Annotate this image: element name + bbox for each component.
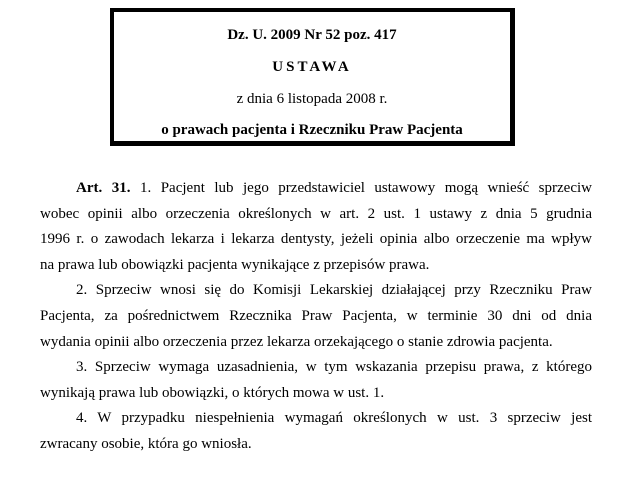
paragraph-line: Pacjenta, za pośrednictwem Rzecznika Praw Pacjenta, w terminie 30 dni od dnia — [40, 307, 592, 324]
paragraph-line: wynikają prawa lub obowiązki, o których mowa w ust. 1. — [40, 384, 385, 401]
act-title: USTAWA — [272, 59, 352, 75]
paragraph-line: na prawa lub obowiązki pacjenta wynikające z przepisów prawa. — [40, 256, 430, 273]
paragraph-3 — [40, 355, 592, 406]
act-subject: o prawach pacjenta i Rzeczniku Praw Pacjenta — [161, 122, 463, 138]
paragraph-line: 1996 r. o zawodach lekarza i lekarza dentysty, jeżeli opinia albo orzeczenie ma wpływ — [40, 231, 592, 248]
act-date: z dnia 6 listopada 2008 r. — [236, 91, 388, 107]
paragraph-line: zwracany osobie, która go wniosła. — [40, 435, 252, 452]
article-label: Art. 31. — [76, 180, 131, 196]
paragraph-line: wobec opinii albo orzeczenia określonych w art. 2 ust. 1 ustawy z dnia 5 grudnia — [40, 205, 592, 222]
journal-reference: Dz. U. 2009 Nr 52 poz. 417 — [227, 27, 397, 43]
paragraph-4 — [40, 406, 592, 457]
paragraph-line: 2. Sprzeciw wnosi się do Komisji Lekarskiej działającej przy Rzeczniku Praw — [76, 282, 592, 299]
paragraph-line — [40, 176, 592, 202]
paragraph-1 — [40, 176, 592, 278]
paragraph-text: 1. Pacjent lub jego przedstawiciel ustawowy mogą wnieść sprzeciw — [130, 180, 592, 196]
paragraph-line: wydania opinii albo orzeczenia przez lekarza orzekającego o stanie zdrowia pacjenta. — [40, 333, 553, 350]
paragraph-line: 4. W przypadku niespełnienia wymagań określonych w ust. 3 sprzeciw jest — [76, 410, 592, 427]
paragraph-2 — [40, 278, 592, 355]
article-31 — [40, 176, 592, 458]
act-header-box — [110, 8, 515, 146]
paragraph-line: 3. Sprzeciw wymaga uzasadnienia, w tym wskazania przepisu prawa, z którego — [76, 359, 592, 376]
